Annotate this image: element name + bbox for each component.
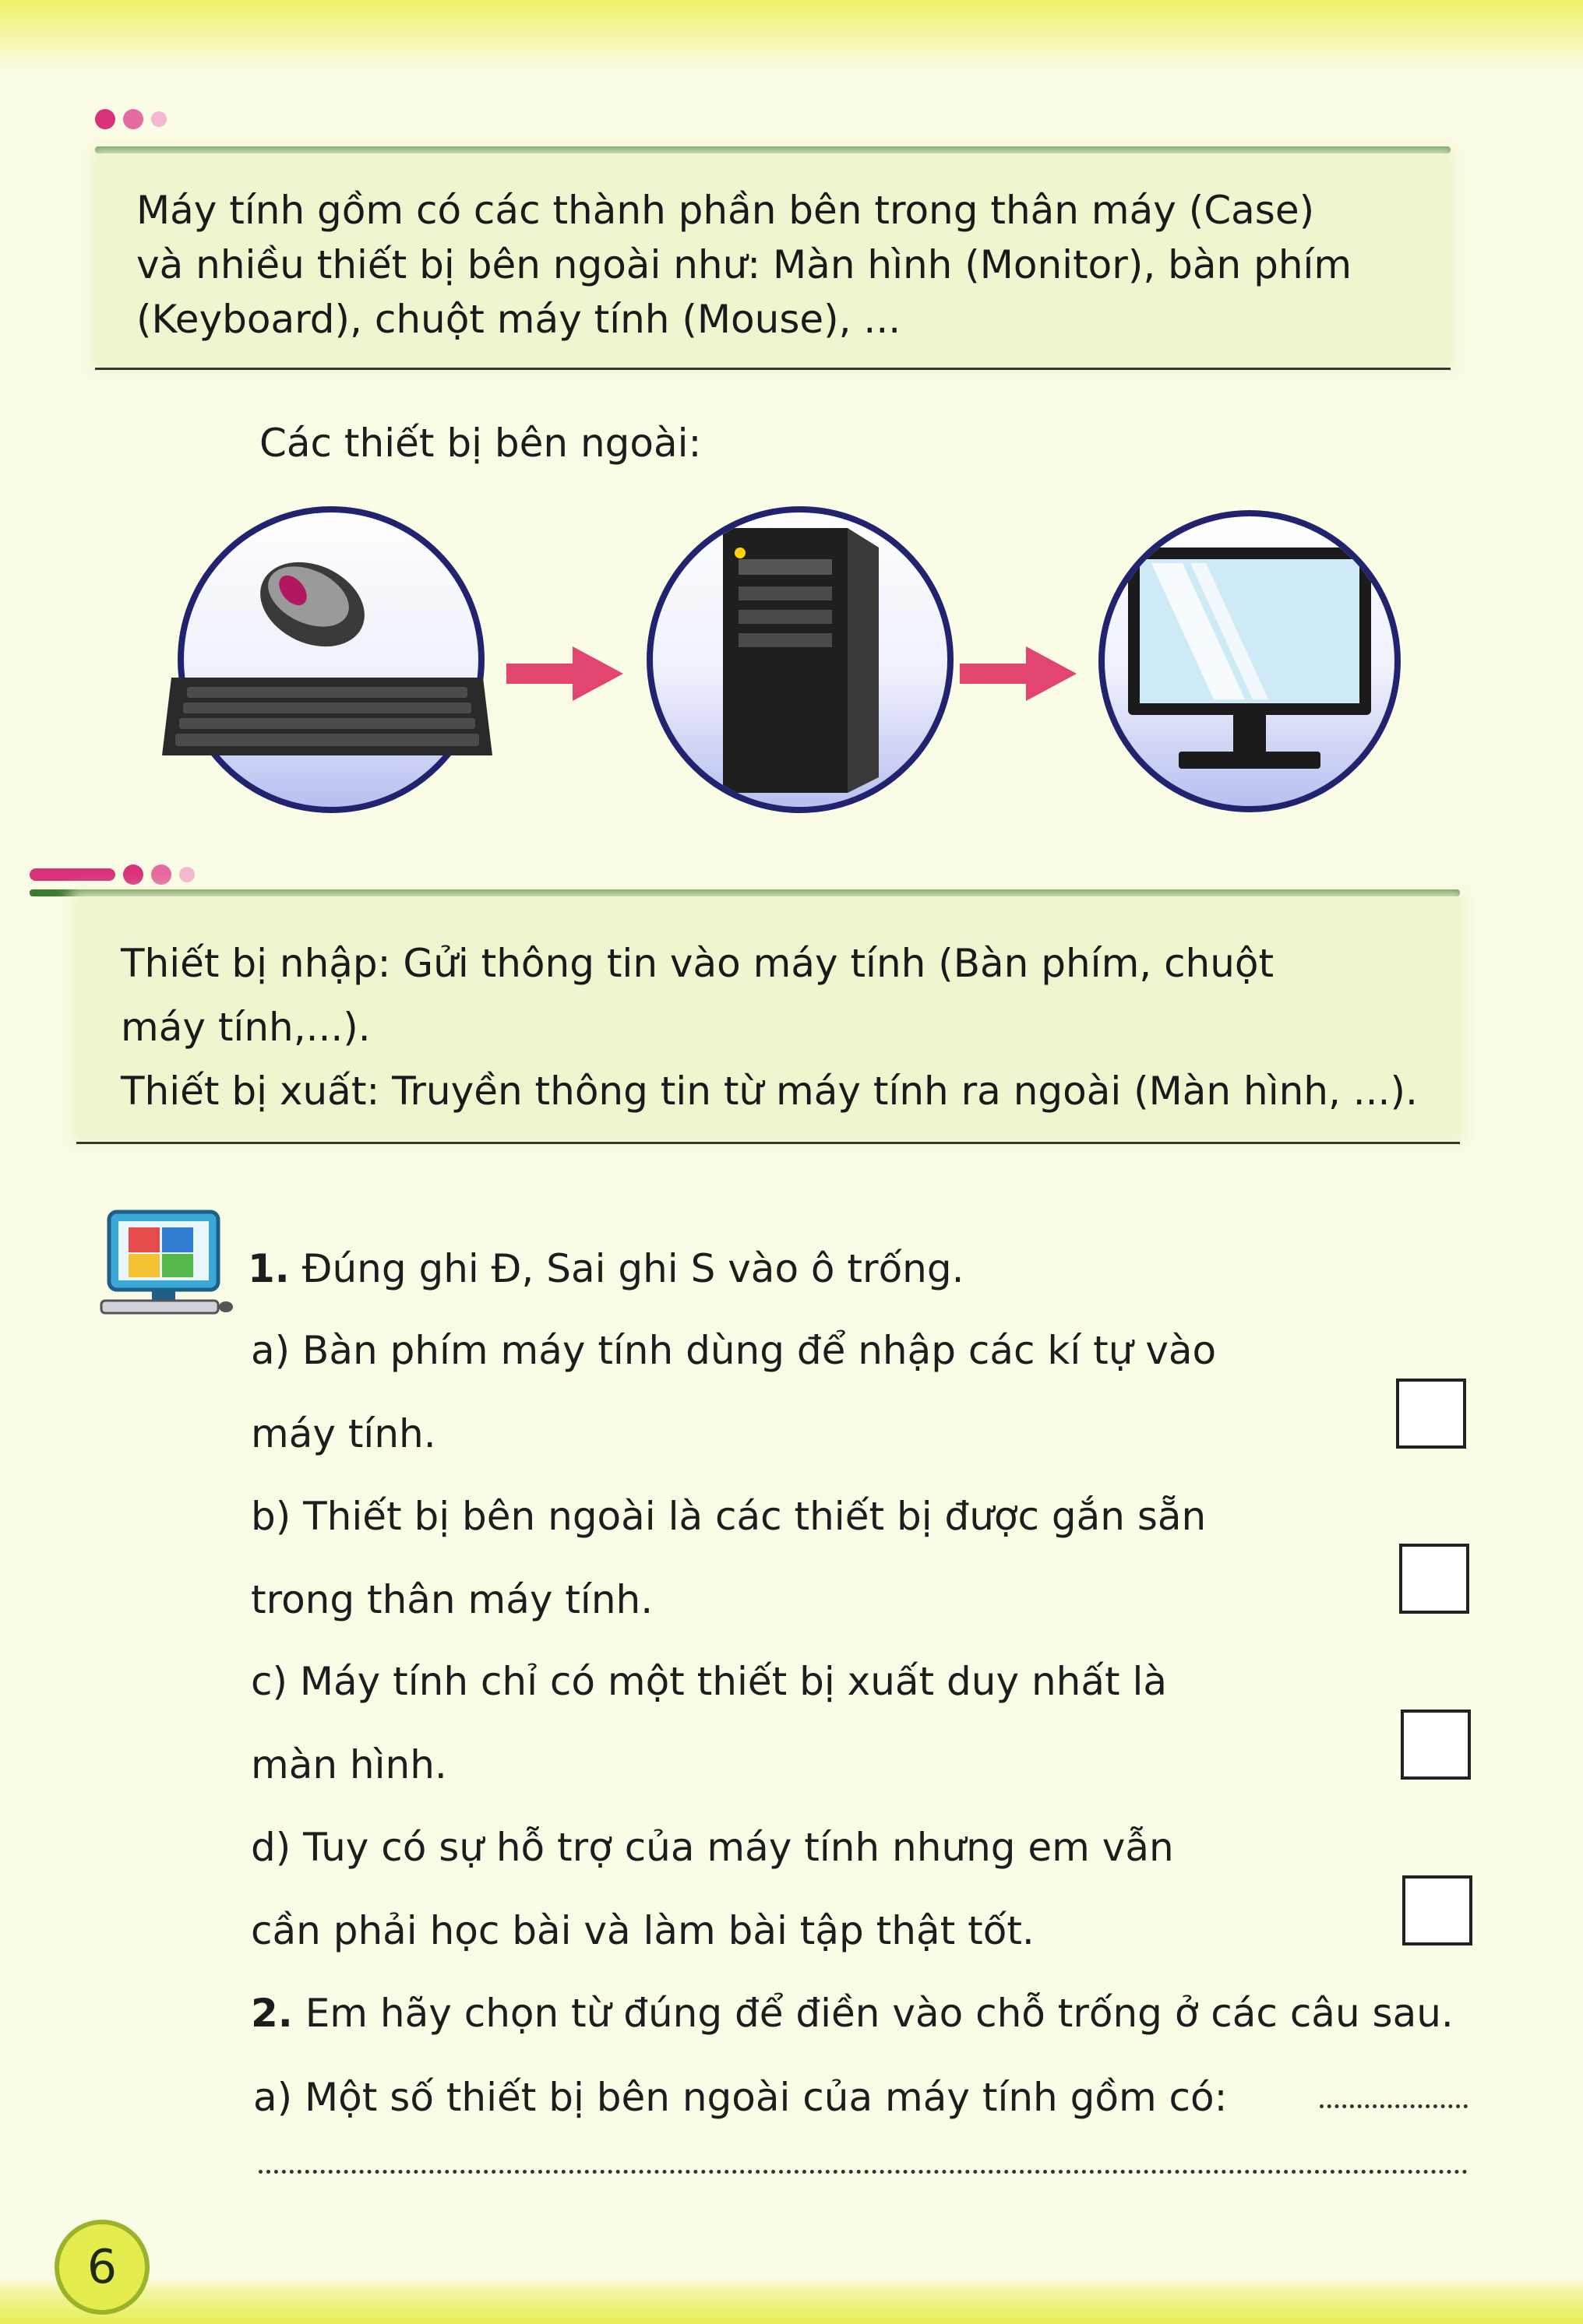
green-rule-top-1 — [95, 146, 1451, 153]
keyboard-icon — [156, 670, 499, 763]
answer-box-b[interactable] — [1399, 1544, 1469, 1614]
info-box-1-text — [136, 183, 1422, 347]
rule-bottom-1 — [95, 368, 1451, 370]
pink-dot-icon — [95, 109, 115, 129]
item-a-line2: máy tính. — [251, 1411, 436, 1456]
light-pink-dot-icon — [151, 111, 167, 127]
item-b-line1: b) Thiết bị bên ngoài là các thiết bị được gắn sẵn — [251, 1494, 1207, 1539]
answer-box-a[interactable] — [1396, 1379, 1466, 1449]
exercise-number: 2. — [251, 1991, 293, 2036]
item-c-line1: c) Máy tính chỉ có một thiết bị xuất duy nhất là — [251, 1659, 1168, 1704]
keyboard-mouse-circle — [178, 506, 485, 813]
rule-bottom-2 — [76, 1142, 1460, 1144]
item-d-line2: cần phải học bài và làm bài tập thật tốt. — [251, 1908, 1035, 1953]
answer-blank[interactable] — [259, 2170, 1468, 2174]
answer-box-d[interactable] — [1402, 1875, 1472, 1945]
monitor-circle — [1098, 510, 1401, 812]
computer-puzzle-icon — [93, 1204, 234, 1321]
info-line: Thiết bị xuất: Truyền thông tin từ máy tính ra ngoài (Màn hình, ...). — [121, 1069, 1418, 1114]
exercise-title-text: Em hãy chọn từ đúng để điền vào chỗ trống ở các câu sau. — [305, 1991, 1454, 2036]
pink-dot-icon — [151, 864, 171, 885]
pink-dot-icon — [123, 109, 143, 129]
green-rule-top-2 — [30, 889, 1460, 896]
answer-box-c[interactable] — [1401, 1710, 1471, 1780]
info-line: Thiết bị nhập: Gửi thông tin vào máy tính (Bàn phím, chuột — [121, 941, 1275, 986]
exercise-2-title — [251, 1991, 1454, 2036]
info-line: (Keyboard), chuột máy tính (Mouse), ... — [136, 297, 901, 342]
info-line: và nhiều thiết bị bên ngoài như: Màn hình (Monitor), bàn phím — [136, 242, 1352, 287]
page-number: 6 — [55, 2220, 150, 2315]
computer-case-icon — [653, 512, 947, 807]
monitor-icon — [1105, 516, 1394, 806]
pink-dot-icon — [123, 864, 143, 885]
devices-label: Các thiết bị bên ngoài: — [259, 421, 702, 466]
info-line: Máy tính gồm có các thành phần bên trong thân máy (Case) — [136, 188, 1315, 233]
item-c-line2: màn hình. — [251, 1742, 447, 1787]
section-dots-2 — [30, 864, 195, 885]
item-b-line2: trong thân máy tính. — [251, 1577, 654, 1622]
case-circle — [647, 506, 954, 813]
exercise-2-item-a: a) Một số thiết bị bên ngoài của máy tính gồm có: — [253, 2075, 1228, 2120]
arrow-right-icon — [960, 646, 1077, 701]
light-pink-dot-icon — [179, 867, 195, 882]
info-box-2-text — [121, 931, 1430, 1123]
exercise-number: 1. — [248, 1246, 290, 1291]
exercise-1-title — [248, 1246, 964, 1291]
arrow-right-icon — [506, 646, 623, 701]
pink-dash-icon — [30, 868, 115, 881]
bottom-decor-band — [0, 2277, 1583, 2324]
top-decor-band — [0, 0, 1583, 70]
item-d-line1: d) Tuy có sự hỗ trợ của máy tính nhưng em vẫn — [251, 1825, 1174, 1870]
answer-blank[interactable] — [1320, 2104, 1468, 2108]
info-line: máy tính,...). — [121, 1005, 371, 1050]
section-dots-1 — [95, 109, 167, 129]
item-a-line1: a) Bàn phím máy tính dùng để nhập các kí tự vào — [251, 1328, 1217, 1373]
exercise-title-text: Đúng ghi Đ, Sai ghi S vào ô trống. — [301, 1246, 964, 1291]
